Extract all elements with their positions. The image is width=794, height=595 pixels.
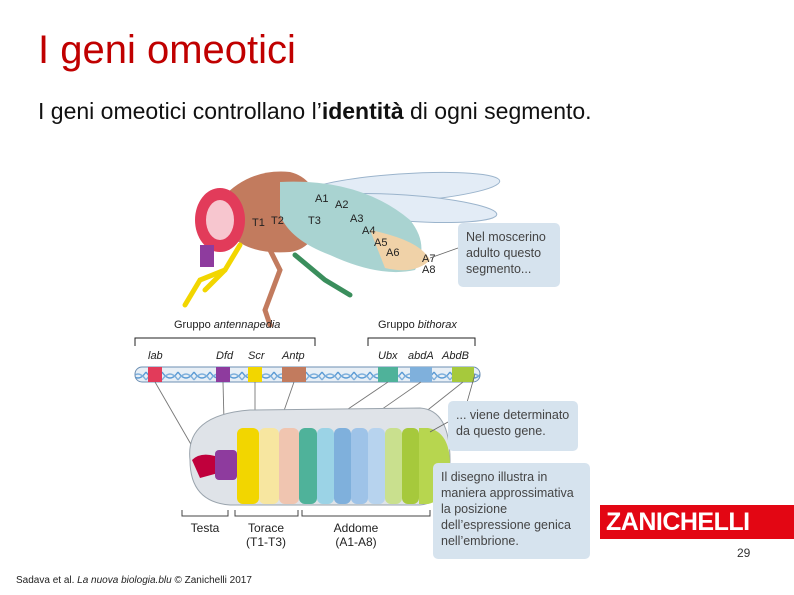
gene-block-lab [148,367,162,382]
callout-line: segmento... [466,262,532,276]
gene-names [148,350,469,362]
label-addome-range: (A1-A8) [335,535,377,549]
callout-adult-segment [458,223,560,287]
fly-segment-label: A7 [422,253,436,265]
label-torace: Torace [247,521,285,535]
gene-block-scr [248,367,262,382]
embryo-abdomen-a4 [351,428,368,504]
callout-embryo-expression [433,463,590,559]
subtitle-text-end: di ogni segmento. [403,98,592,124]
gene-block-abda [410,367,432,382]
embryo-abdomen-a1 [299,428,317,504]
gene-block-dfd [216,367,230,382]
callout-line: Nel moscerino [466,230,546,244]
fly-segment-label: A8 [422,264,436,276]
callout-gene-determines [448,401,578,451]
gene-block-antp [282,367,306,382]
zanichelli-logo: ZANICHELLI [600,505,794,539]
embryo-abdomen-a2 [317,428,334,504]
label-addome: Addome [333,521,379,535]
callout-line: Il disegno illustra in [441,470,548,484]
gene-groups [135,319,475,346]
fly-segment-label: A3 [350,213,364,225]
fly-segment-label: T3 [308,215,321,227]
gene-label: Scr [248,350,265,362]
embryo-abdomen-a6 [385,428,402,504]
subtitle-emphasis: identità [321,98,404,124]
fly-eye [206,200,234,240]
embryo-region-labels [191,521,379,549]
embryo [190,408,450,505]
callout-line: maniera approssimativa [441,486,574,500]
embryo-head-segment [215,450,237,480]
embryo-thorax-t2 [259,428,279,504]
gene-block-ubx [378,367,398,382]
fly-proboscis [200,245,214,267]
credit-authors: Sadava et al. [16,575,78,586]
group-antennapedia-name: antennapedia [213,319,281,331]
callout-line: la posizione [441,502,508,516]
source-credit [16,575,252,586]
fly-leg [295,255,350,295]
embryo-thorax-t3 [279,428,299,504]
gene-block-abdb [452,367,474,382]
fly-leg [265,250,280,325]
bracket-bithorax [368,338,475,346]
gene-label: AbdB [442,350,469,362]
subtitle-text-start: I geni omeotici controllano l’ [38,98,322,124]
callout-line: da questo gene. [456,424,546,438]
gene-label: Antp [282,350,305,362]
embryo-abdomen-a7 [402,428,419,504]
gene-label: lab [148,350,163,362]
gene-label: Ubx [378,350,398,362]
slide-title: I geni omeotici [38,28,296,72]
group-bithorax-prefix: Gruppo [378,319,418,331]
credit-book-title: La nuova biologia.blu [77,575,172,586]
label-testa: Testa [190,521,220,535]
callout-line: adulto questo [466,246,542,260]
group-bithorax-label [378,319,457,331]
group-antennapedia-label [174,319,280,331]
fly-segment-label: A4 [362,225,376,237]
callout-line: ... viene determinato [456,408,570,422]
fly-segment-label: T1 [252,217,265,229]
embryo-region-brackets [182,510,430,516]
fly-segment-label: A1 [315,193,329,205]
callout-line: dell’espressione genica [441,518,571,532]
chromosome [135,367,480,382]
callout-line: nell’embrione. [441,534,519,548]
group-antennapedia-prefix: Gruppo [174,319,214,331]
gene-label: Dfd [216,350,234,362]
fly-segment-label: A5 [374,237,388,249]
adult-fly [185,167,501,325]
gene-label: abdA [408,350,434,362]
embryo-thorax-t1 [237,428,259,504]
label-torace-range: (T1-T3) [246,535,286,549]
fly-segment-label: A6 [386,247,400,259]
page-number: 29 [737,546,751,560]
group-bithorax-name: bithorax [417,319,457,331]
bracket-antennapedia [135,338,315,346]
embryo-abdomen-a3 [334,428,351,504]
slide-subtitle [38,98,592,125]
embryo-abdomen-a5 [368,428,385,504]
fly-segment-label: T2 [271,215,284,227]
fly-segment-label: A2 [335,199,349,211]
credit-copyright: © Zanichelli 2017 [171,575,252,586]
